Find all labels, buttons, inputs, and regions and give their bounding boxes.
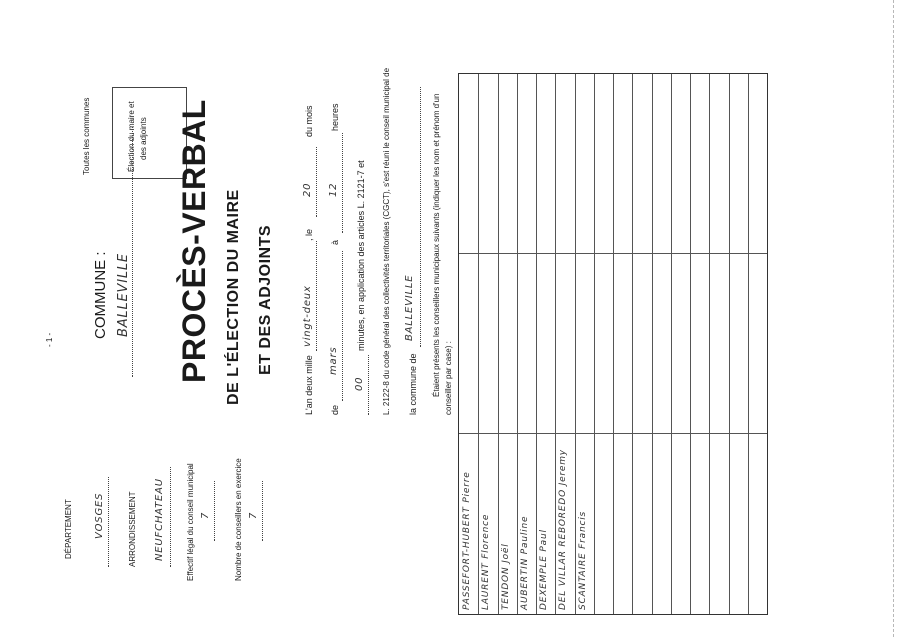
body-l5-pre: la commune de bbox=[408, 353, 418, 415]
table-column-divider bbox=[459, 253, 767, 254]
table-row-divider bbox=[555, 74, 556, 614]
departement-value: VOSGES bbox=[94, 492, 105, 539]
councillor-name: LAURENT Florence bbox=[481, 513, 492, 610]
year-dots bbox=[316, 241, 317, 351]
body-day: 20 bbox=[302, 182, 313, 197]
body-l2-a: à bbox=[330, 239, 340, 245]
presents-line2: conseiller par case) : bbox=[444, 341, 453, 415]
effectif-dots bbox=[214, 481, 215, 541]
body-l2-de: de bbox=[330, 404, 340, 415]
election-box-line1: Élection du maire et bbox=[127, 101, 136, 172]
hour-dots bbox=[342, 133, 343, 233]
councillors-table bbox=[458, 73, 768, 615]
body-l4-text: L. 2122-8 du code général des collectivités territoriales (CGCT), s'est réuni le conseil municipal de bbox=[382, 67, 391, 415]
departement-dots bbox=[108, 477, 109, 567]
body-l2-heures: heures bbox=[330, 103, 340, 131]
table-row-divider bbox=[748, 74, 749, 614]
election-box-line2: des adjoints bbox=[139, 117, 148, 160]
body-year: vingt-deux bbox=[302, 285, 313, 347]
table-row-divider bbox=[729, 74, 730, 614]
councillor-name: DEL VILLAR REBOREDO Jeremy bbox=[558, 449, 569, 610]
commune-line-dots bbox=[420, 87, 421, 347]
title-main: PROCÈS-VERBAL bbox=[176, 99, 212, 383]
table-row-divider bbox=[575, 74, 576, 614]
exercice-dots bbox=[262, 481, 263, 541]
table-row-divider bbox=[517, 74, 518, 614]
body-l1-mois: du mois bbox=[304, 105, 314, 137]
councillor-name: DEXEMPLE Paul bbox=[539, 529, 549, 610]
councillor-name: PASSEFORT-HUBERT Pierre bbox=[462, 471, 472, 610]
body-l1-pre: L'an deux mille bbox=[304, 355, 314, 415]
arrondissement-dots bbox=[170, 467, 171, 567]
day-dots bbox=[316, 147, 317, 217]
scope-label: Toutes les communes bbox=[82, 97, 91, 175]
councillor-name: AUBERTIN Pauline bbox=[519, 515, 530, 610]
arrondissement-value: NEUFCHATEAU bbox=[154, 478, 165, 561]
table-row-divider bbox=[652, 74, 653, 614]
exercice-label: Nombre de conseillers en exercice bbox=[234, 458, 243, 581]
title-sub2: ET DES ADJOINTS bbox=[257, 224, 274, 375]
table-column-divider bbox=[459, 433, 767, 434]
table-row-divider bbox=[478, 74, 479, 614]
arrondissement-label: ARRONDISSEMENT bbox=[128, 491, 137, 567]
minute-dots bbox=[368, 355, 369, 415]
page-number: - 1 - bbox=[45, 332, 54, 347]
body-month: mars bbox=[328, 346, 339, 375]
body-minutes: 00 bbox=[354, 376, 365, 391]
table-row-divider bbox=[536, 74, 537, 614]
councillor-name: TENDON Joël bbox=[500, 543, 511, 610]
table-row-divider bbox=[690, 74, 691, 614]
body-hour: 12 bbox=[328, 182, 339, 197]
presents-line1: Étaient présents les conseillers municipaux suivants (indiquer les nom et prénom d'un bbox=[432, 93, 441, 397]
body-l5-commune: BALLEVILLE bbox=[404, 274, 415, 341]
title-sub1: DE L'ÉLECTION DU MAIRE bbox=[225, 189, 242, 405]
exercice-value: 7 bbox=[248, 511, 259, 519]
scan-edge-line bbox=[893, 0, 894, 637]
table-row-divider bbox=[594, 74, 595, 614]
councillor-name: SCANTAIRE Francis bbox=[577, 510, 588, 610]
departement-label: DÉPARTEMENT bbox=[64, 499, 73, 559]
month-dots bbox=[342, 251, 343, 401]
table-row-divider bbox=[498, 74, 499, 614]
commune-dots bbox=[132, 127, 133, 377]
table-row-divider bbox=[709, 74, 710, 614]
body-l1-le: , le bbox=[304, 228, 314, 241]
table-row-divider bbox=[613, 74, 614, 614]
effectif-label: Effectif légal du conseil municipal bbox=[186, 463, 195, 581]
table-row-divider bbox=[632, 74, 633, 614]
commune-value: BALLEVILLE bbox=[116, 253, 131, 337]
table-row-divider bbox=[671, 74, 672, 614]
effectif-value: 7 bbox=[200, 511, 211, 519]
commune-label: COMMUNE : bbox=[92, 251, 109, 339]
body-l3-text: minutes, en application des articles L. 2121-7 et bbox=[356, 160, 366, 351]
